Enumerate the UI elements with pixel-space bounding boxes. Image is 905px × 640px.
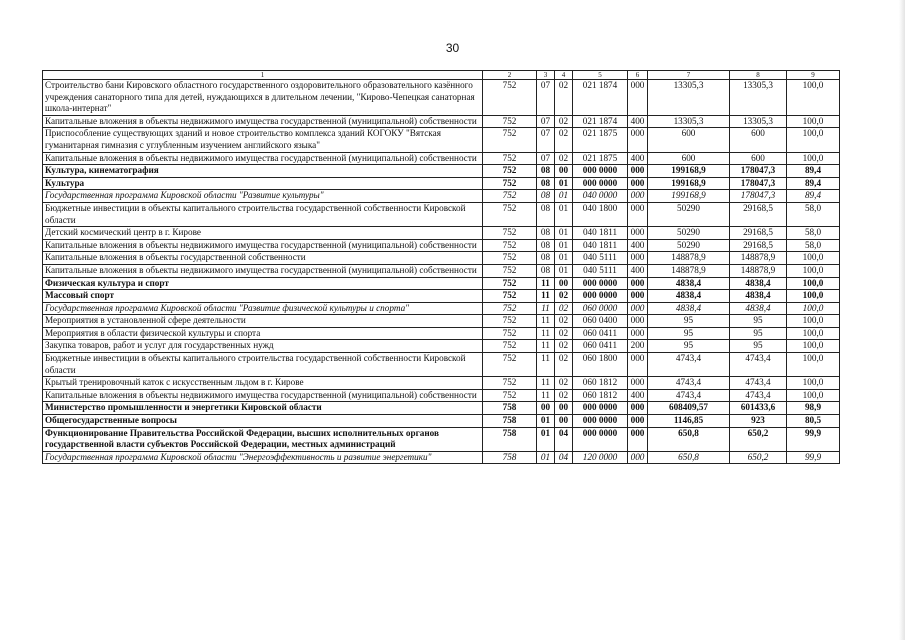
code-expense-type-cell: 000 [628, 327, 648, 340]
code-subsection-cell: 02 [555, 80, 573, 116]
planned-amount-cell: 95 [648, 315, 730, 328]
code-ministry-cell: 752 [483, 327, 537, 340]
code-ministry-cell: 758 [483, 402, 537, 415]
planned-amount-cell: 600 [648, 128, 730, 152]
execution-percent-cell: 99,9 [787, 451, 840, 464]
execution-percent-cell: 100,0 [787, 80, 840, 116]
code-subsection-cell: 02 [555, 128, 573, 152]
page-number: 30 [445, 41, 460, 55]
execution-percent-cell: 98,9 [787, 402, 840, 415]
executed-amount-cell: 13305,3 [730, 80, 787, 116]
execution-percent-cell: 100,0 [787, 315, 840, 328]
planned-amount-cell: 148878,9 [648, 264, 730, 277]
row-name-cell: Капитальные вложения в объекты недвижимого имущества государственной (муниципальной) собственности [43, 115, 483, 128]
code-subsection-cell: 00 [555, 277, 573, 290]
table-row [43, 80, 840, 116]
code-expense-type-cell: 000 [628, 451, 648, 464]
table-row [43, 327, 840, 340]
row-name-cell: Государственная программа Кировской области "Развитие физической культуры и спорта" [43, 302, 483, 315]
planned-amount-cell: 95 [648, 340, 730, 353]
row-name-cell: Общегосударственные вопросы [43, 415, 483, 428]
table-header-row [43, 71, 840, 80]
executed-amount-cell: 923 [730, 415, 787, 428]
code-section-cell: 11 [537, 315, 555, 328]
executed-amount-cell: 4743,4 [730, 377, 787, 390]
execution-percent-cell: 89,4 [787, 165, 840, 178]
execution-percent-cell: 80,5 [787, 415, 840, 428]
scan-edge-shadow [899, 0, 905, 640]
execution-percent-cell: 58,0 [787, 227, 840, 240]
code-ministry-cell: 752 [483, 264, 537, 277]
code-section-cell: 01 [537, 451, 555, 464]
executed-amount-cell: 4743,4 [730, 389, 787, 402]
planned-amount-cell: 4838,4 [648, 302, 730, 315]
code-section-cell: 11 [537, 277, 555, 290]
code-ministry-cell: 752 [483, 202, 537, 226]
table-body [43, 71, 840, 464]
code-target-cell: 000 0000 [573, 402, 628, 415]
execution-percent-cell: 100,0 [787, 252, 840, 265]
planned-amount-cell: 50290 [648, 202, 730, 226]
code-expense-type-cell: 000 [628, 80, 648, 116]
code-expense-type-cell: 000 [628, 315, 648, 328]
code-ministry-cell: 752 [483, 389, 537, 402]
code-ministry-cell: 752 [483, 152, 537, 165]
table-row [43, 252, 840, 265]
code-expense-type-cell: 000 [628, 415, 648, 428]
execution-percent-cell: 100,0 [787, 302, 840, 315]
column-header: 3 [537, 71, 555, 80]
code-target-cell: 000 0000 [573, 415, 628, 428]
execution-percent-cell: 100,0 [787, 128, 840, 152]
row-name-cell: Детский космический центр в г. Кирове [43, 227, 483, 240]
code-section-cell: 01 [537, 415, 555, 428]
code-ministry-cell: 758 [483, 427, 537, 451]
code-subsection-cell: 02 [555, 315, 573, 328]
code-section-cell: 11 [537, 340, 555, 353]
code-section-cell: 11 [537, 302, 555, 315]
code-section-cell: 11 [537, 290, 555, 303]
row-name-cell: Мероприятия в области физической культуры и спорта [43, 327, 483, 340]
planned-amount-cell: 4743,4 [648, 353, 730, 377]
code-target-cell: 021 1875 [573, 152, 628, 165]
code-subsection-cell: 01 [555, 264, 573, 277]
code-section-cell: 07 [537, 152, 555, 165]
row-name-cell: Государственная программа Кировской области "Развитие культуры" [43, 190, 483, 203]
column-header: 5 [573, 71, 628, 80]
row-name-cell: Бюджетные инвестиции в объекты капитального строительства государственной собственности Кировской области [43, 202, 483, 226]
code-section-cell: 11 [537, 377, 555, 390]
code-ministry-cell: 752 [483, 277, 537, 290]
planned-amount-cell: 650,8 [648, 427, 730, 451]
planned-amount-cell: 95 [648, 327, 730, 340]
code-expense-type-cell: 000 [628, 377, 648, 390]
planned-amount-cell: 50290 [648, 239, 730, 252]
code-target-cell: 040 1800 [573, 202, 628, 226]
code-ministry-cell: 752 [483, 165, 537, 178]
execution-percent-cell: 89,4 [787, 177, 840, 190]
code-expense-type-cell: 000 [628, 190, 648, 203]
table-row [43, 402, 840, 415]
code-subsection-cell: 01 [555, 239, 573, 252]
table-row [43, 115, 840, 128]
code-section-cell: 08 [537, 264, 555, 277]
planned-amount-cell: 4743,4 [648, 389, 730, 402]
executed-amount-cell: 600 [730, 152, 787, 165]
table-row [43, 451, 840, 464]
code-expense-type-cell: 000 [628, 165, 648, 178]
execution-percent-cell: 100,0 [787, 353, 840, 377]
code-expense-type-cell: 400 [628, 115, 648, 128]
planned-amount-cell: 13305,3 [648, 80, 730, 116]
executed-amount-cell: 601433,6 [730, 402, 787, 415]
code-target-cell: 060 0400 [573, 315, 628, 328]
table-row [43, 377, 840, 390]
code-ministry-cell: 752 [483, 302, 537, 315]
code-target-cell: 000 0000 [573, 165, 628, 178]
executed-amount-cell: 178047,3 [730, 177, 787, 190]
executed-amount-cell: 29168,5 [730, 239, 787, 252]
code-target-cell: 060 1812 [573, 377, 628, 390]
code-expense-type-cell: 000 [628, 177, 648, 190]
column-header: 2 [483, 71, 537, 80]
code-target-cell: 000 0000 [573, 177, 628, 190]
column-header: 8 [730, 71, 787, 80]
executed-amount-cell: 95 [730, 315, 787, 328]
executed-amount-cell: 95 [730, 340, 787, 353]
executed-amount-cell: 95 [730, 327, 787, 340]
execution-percent-cell: 100,0 [787, 152, 840, 165]
code-target-cell: 021 1874 [573, 115, 628, 128]
code-target-cell: 000 0000 [573, 277, 628, 290]
code-ministry-cell: 752 [483, 353, 537, 377]
code-section-cell: 08 [537, 165, 555, 178]
execution-percent-cell: 100,0 [787, 115, 840, 128]
code-target-cell: 040 1811 [573, 239, 628, 252]
code-subsection-cell: 01 [555, 227, 573, 240]
code-section-cell: 08 [537, 239, 555, 252]
row-name-cell: Закупка товаров, работ и услуг для государственных нужд [43, 340, 483, 353]
code-expense-type-cell: 000 [628, 277, 648, 290]
planned-amount-cell: 650,8 [648, 451, 730, 464]
code-ministry-cell: 752 [483, 340, 537, 353]
code-target-cell: 060 1800 [573, 353, 628, 377]
row-name-cell: Бюджетные инвестиции в объекты капитального строительства государственной собственности Кировской области [43, 353, 483, 377]
code-expense-type-cell: 000 [628, 402, 648, 415]
column-header: 1 [43, 71, 483, 80]
table-row [43, 177, 840, 190]
code-section-cell: 11 [537, 389, 555, 402]
code-expense-type-cell: 400 [628, 389, 648, 402]
code-ministry-cell: 752 [483, 177, 537, 190]
code-expense-type-cell: 000 [628, 202, 648, 226]
table-row [43, 427, 840, 451]
code-subsection-cell: 01 [555, 177, 573, 190]
code-subsection-cell: 02 [555, 115, 573, 128]
row-name-cell: Строительство бани Кировского областного государственного оздоровительного образовательного казённого учреждения санаторного типа для детей, нуждающихся в длительном лечении, "Кирово-Чепецкая санаторная школа-интернат" [43, 80, 483, 116]
code-ministry-cell: 752 [483, 377, 537, 390]
planned-amount-cell: 50290 [648, 227, 730, 240]
code-section-cell: 07 [537, 80, 555, 116]
code-expense-type-cell: 000 [628, 128, 648, 152]
code-target-cell: 120 0000 [573, 451, 628, 464]
planned-amount-cell: 1146,85 [648, 415, 730, 428]
code-subsection-cell: 00 [555, 415, 573, 428]
code-subsection-cell: 02 [555, 340, 573, 353]
code-target-cell: 060 0411 [573, 340, 628, 353]
budget-table [42, 70, 840, 464]
execution-percent-cell: 58,0 [787, 239, 840, 252]
execution-percent-cell: 100,0 [787, 377, 840, 390]
code-target-cell: 040 5111 [573, 252, 628, 265]
code-subsection-cell: 02 [555, 389, 573, 402]
row-name-cell: Министерство промышленности и энергетики Кировской области [43, 402, 483, 415]
executed-amount-cell: 650,2 [730, 451, 787, 464]
code-section-cell: 08 [537, 202, 555, 226]
planned-amount-cell: 199168,9 [648, 165, 730, 178]
code-ministry-cell: 752 [483, 115, 537, 128]
code-subsection-cell: 04 [555, 451, 573, 464]
column-header: 6 [628, 71, 648, 80]
code-ministry-cell: 752 [483, 315, 537, 328]
row-name-cell: Капитальные вложения в объекты недвижимого имущества государственной (муниципальной) собственности [43, 152, 483, 165]
execution-percent-cell: 100,0 [787, 277, 840, 290]
execution-percent-cell: 89,4 [787, 190, 840, 203]
code-section-cell: 08 [537, 252, 555, 265]
code-section-cell: 11 [537, 327, 555, 340]
code-ministry-cell: 758 [483, 415, 537, 428]
table-row [43, 190, 840, 203]
code-section-cell: 08 [537, 177, 555, 190]
execution-percent-cell: 100,0 [787, 327, 840, 340]
table-row [43, 165, 840, 178]
executed-amount-cell: 29168,5 [730, 202, 787, 226]
code-section-cell: 11 [537, 353, 555, 377]
execution-percent-cell: 99,9 [787, 427, 840, 451]
code-subsection-cell: 01 [555, 202, 573, 226]
planned-amount-cell: 608409,57 [648, 402, 730, 415]
executed-amount-cell: 650,2 [730, 427, 787, 451]
row-name-cell: Государственная программа Кировской области "Энергоэффективность и развитие энергетики" [43, 451, 483, 464]
code-section-cell: 07 [537, 115, 555, 128]
code-subsection-cell: 02 [555, 302, 573, 315]
table-row [43, 202, 840, 226]
code-expense-type-cell: 000 [628, 353, 648, 377]
code-expense-type-cell: 200 [628, 340, 648, 353]
table-row [43, 415, 840, 428]
execution-percent-cell: 100,0 [787, 340, 840, 353]
executed-amount-cell: 178047,3 [730, 165, 787, 178]
executed-amount-cell: 178047,3 [730, 190, 787, 203]
table-row [43, 152, 840, 165]
row-name-cell: Функционирование Правительства Российской Федерации, высших исполнительных органов государственной власти субъектов Российской Федерации, местных администраций [43, 427, 483, 451]
code-expense-type-cell: 400 [628, 239, 648, 252]
code-subsection-cell: 02 [555, 327, 573, 340]
code-ministry-cell: 758 [483, 451, 537, 464]
execution-percent-cell: 100,0 [787, 389, 840, 402]
row-name-cell: Капитальные вложения в объекты государственной собственности [43, 252, 483, 265]
table-row [43, 227, 840, 240]
executed-amount-cell: 29168,5 [730, 227, 787, 240]
code-section-cell: 08 [537, 227, 555, 240]
code-subsection-cell: 04 [555, 427, 573, 451]
row-name-cell: Капитальные вложения в объекты недвижимого имущества государственной (муниципальной) собственности [43, 264, 483, 277]
code-ministry-cell: 752 [483, 128, 537, 152]
planned-amount-cell: 13305,3 [648, 115, 730, 128]
row-name-cell: Культура [43, 177, 483, 190]
executed-amount-cell: 4838,4 [730, 302, 787, 315]
code-subsection-cell: 00 [555, 402, 573, 415]
code-ministry-cell: 752 [483, 80, 537, 116]
code-target-cell: 060 0000 [573, 302, 628, 315]
code-ministry-cell: 752 [483, 252, 537, 265]
executed-amount-cell: 4838,4 [730, 277, 787, 290]
code-expense-type-cell: 000 [628, 302, 648, 315]
execution-percent-cell: 58,0 [787, 202, 840, 226]
code-subsection-cell: 00 [555, 165, 573, 178]
executed-amount-cell: 600 [730, 128, 787, 152]
planned-amount-cell: 199168,9 [648, 190, 730, 203]
code-expense-type-cell: 000 [628, 252, 648, 265]
executed-amount-cell: 4838,4 [730, 290, 787, 303]
code-section-cell: 08 [537, 190, 555, 203]
code-expense-type-cell: 000 [628, 427, 648, 451]
code-section-cell: 07 [537, 128, 555, 152]
code-ministry-cell: 752 [483, 290, 537, 303]
code-target-cell: 000 0000 [573, 427, 628, 451]
table-row [43, 353, 840, 377]
column-header: 9 [787, 71, 840, 80]
code-subsection-cell: 02 [555, 377, 573, 390]
table-row [43, 315, 840, 328]
code-target-cell: 060 0411 [573, 327, 628, 340]
table-row [43, 264, 840, 277]
table-row [43, 290, 840, 303]
code-target-cell: 040 1811 [573, 227, 628, 240]
planned-amount-cell: 4743,4 [648, 377, 730, 390]
code-target-cell: 040 0000 [573, 190, 628, 203]
code-expense-type-cell: 000 [628, 290, 648, 303]
planned-amount-cell: 199168,9 [648, 177, 730, 190]
planned-amount-cell: 600 [648, 152, 730, 165]
executed-amount-cell: 148878,9 [730, 264, 787, 277]
executed-amount-cell: 4743,4 [730, 353, 787, 377]
column-header: 7 [648, 71, 730, 80]
row-name-cell: Приспособление существующих зданий и новое строительство комплекса зданий КОГОКУ "Вятская гуманитарная гимназия с углубленным изучением английского языка" [43, 128, 483, 152]
planned-amount-cell: 4838,4 [648, 277, 730, 290]
code-ministry-cell: 752 [483, 239, 537, 252]
code-subsection-cell: 02 [555, 152, 573, 165]
execution-percent-cell: 100,0 [787, 290, 840, 303]
code-target-cell: 021 1875 [573, 128, 628, 152]
table-row [43, 239, 840, 252]
code-target-cell: 000 0000 [573, 290, 628, 303]
code-section-cell: 01 [537, 427, 555, 451]
code-ministry-cell: 752 [483, 190, 537, 203]
code-subsection-cell: 01 [555, 252, 573, 265]
planned-amount-cell: 148878,9 [648, 252, 730, 265]
table-row [43, 340, 840, 353]
row-name-cell: Капитальные вложения в объекты недвижимого имущества государственной (муниципальной) собственности [43, 389, 483, 402]
table-row [43, 128, 840, 152]
code-expense-type-cell: 400 [628, 152, 648, 165]
executed-amount-cell: 13305,3 [730, 115, 787, 128]
row-name-cell: Культура, кинематография [43, 165, 483, 178]
row-name-cell: Капитальные вложения в объекты недвижимого имущества государственной (муниципальной) собственности [43, 239, 483, 252]
table-row [43, 302, 840, 315]
planned-amount-cell: 4838,4 [648, 290, 730, 303]
row-name-cell: Массовый спорт [43, 290, 483, 303]
table-row [43, 389, 840, 402]
code-subsection-cell: 01 [555, 190, 573, 203]
code-expense-type-cell: 400 [628, 264, 648, 277]
column-header: 4 [555, 71, 573, 80]
code-target-cell: 021 1874 [573, 80, 628, 116]
code-section-cell: 00 [537, 402, 555, 415]
code-target-cell: 040 5111 [573, 264, 628, 277]
code-subsection-cell: 02 [555, 290, 573, 303]
code-target-cell: 060 1812 [573, 389, 628, 402]
row-name-cell: Крытый тренировочный каток с искусственным льдом в г. Кирове [43, 377, 483, 390]
code-ministry-cell: 752 [483, 227, 537, 240]
table-row [43, 277, 840, 290]
code-expense-type-cell: 000 [628, 227, 648, 240]
executed-amount-cell: 148878,9 [730, 252, 787, 265]
row-name-cell: Физическая культура и спорт [43, 277, 483, 290]
code-subsection-cell: 02 [555, 353, 573, 377]
execution-percent-cell: 100,0 [787, 264, 840, 277]
row-name-cell: Мероприятия в установленной сфере деятельности [43, 315, 483, 328]
